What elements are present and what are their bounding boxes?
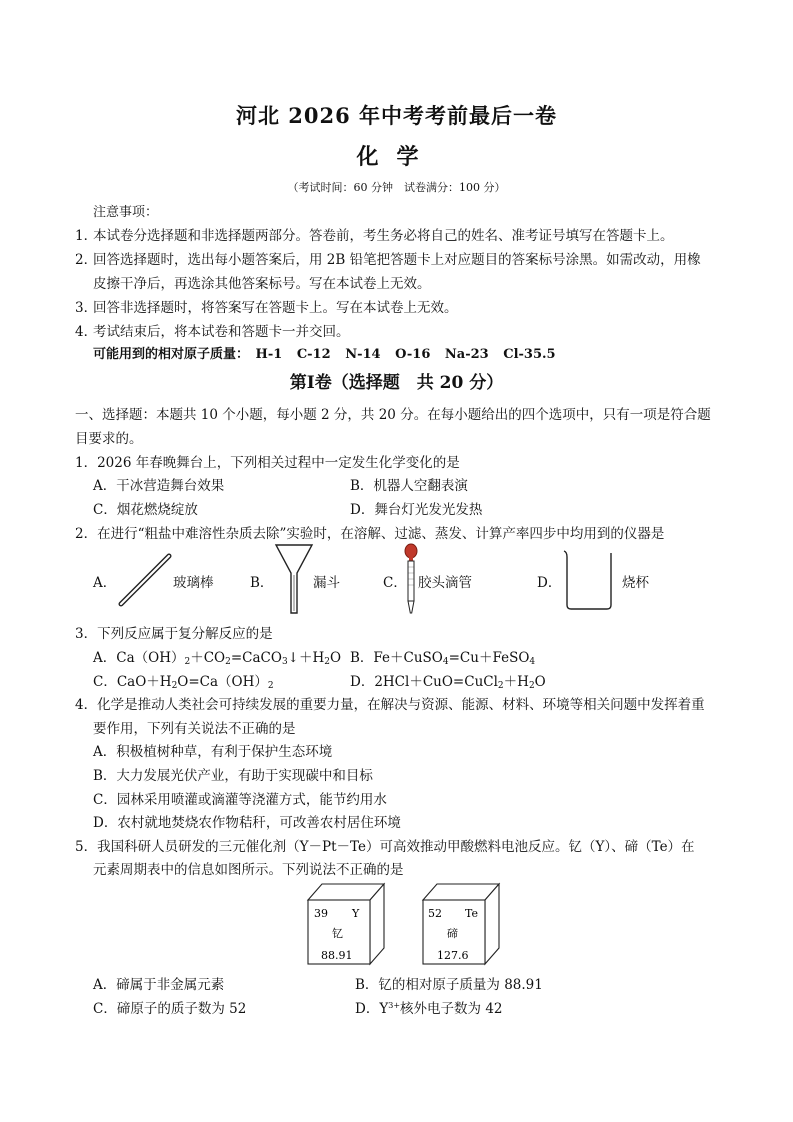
notes-heading: 注意事项： bbox=[93, 205, 159, 220]
q2-option-b-letter: B． bbox=[250, 575, 274, 591]
beaker-icon bbox=[562, 549, 616, 611]
subject-title: 化学 bbox=[356, 144, 437, 170]
glass-rod-icon bbox=[115, 550, 175, 610]
question-5-stem: 5．我国科研人员研发的三元催化剂（Y－Pt－Te）可高效推动甲酸燃料电池反应。钇（Y）、碲（Te）在 bbox=[75, 839, 695, 855]
tellurium-number: 52 bbox=[428, 907, 442, 920]
yttrium-number: 39 bbox=[314, 907, 328, 920]
q3-option-c: C．$CaO+H_2O=Ca(OH)_2$ bbox=[93, 674, 274, 691]
yttrium-mass: 88.91 bbox=[321, 949, 353, 962]
q2-option-a-letter: A． bbox=[93, 575, 117, 591]
funnel-icon bbox=[274, 543, 314, 615]
question-4-stem-cont: 要作用，下列有关说法不正确的是 bbox=[93, 721, 296, 737]
note-item-2: 2．回答选择题时，选出每小题答案后，用 2B 铅笔把答题卡上对应题目的答案标号涂黑。如需改动，用橡 bbox=[75, 252, 701, 268]
q5-option-d: D．$Y^{3+}$核外电子数为 42 bbox=[355, 1001, 503, 1017]
q5-option-b: B．钇的相对原子质量为 88.91 bbox=[355, 977, 543, 993]
note-item-3: 3．回答非选择题时，将答案写在答题卡上。写在本试卷上无效。 bbox=[75, 300, 458, 316]
element-tile-yttrium bbox=[306, 882, 386, 966]
yttrium-name: 钇 bbox=[332, 927, 343, 940]
section-instruction: 一、选择题：本题共 10 个小题，每小题 2 分，共 20 分。在每小题给出的四个选项中，只有一项是符合题 bbox=[75, 407, 711, 423]
section-title: 第Ⅰ卷（选择题 共 20 分） bbox=[289, 373, 504, 393]
q2-option-a-label: 玻璃棒 bbox=[173, 575, 214, 591]
q3-option-a: A．$Ca(OH)_2+CO_2=CaCO_3↓+H_2O$ bbox=[93, 650, 342, 667]
question-5-stem-cont: 元素周期表中的信息如图所示。下列说法不正确的是 bbox=[93, 862, 404, 878]
exam-meta: （考试时间：60 分钟 试卷满分：100 分） bbox=[287, 181, 506, 194]
q1-option-c: C．烟花燃烧绽放 bbox=[93, 502, 198, 518]
q1-option-a: A．干冰营造舞台效果 bbox=[93, 478, 225, 494]
question-4-stem: 4．化学是推动人类社会可持续发展的重要力量，在解决与资源、能源、材料、环境等相关问题中发挥着重 bbox=[75, 697, 705, 713]
q2-option-c-letter: C． bbox=[383, 575, 407, 591]
q3-option-b: B．Fe＋CuSO$_4$=Cu＋FeSO$_4$ bbox=[350, 650, 536, 667]
q4-option-c: C．园林采用喷灌或滴灌等浇灌方式，能节约用水 bbox=[93, 792, 387, 808]
question-3-stem: 3．下列反应属于复分解反应的是 bbox=[75, 626, 273, 642]
q5-option-a: A．碲属于非金属元素 bbox=[93, 977, 225, 993]
question-2-stem: 2．在进行“粗盐中难溶性杂质去除”实验时，在溶解、过滤、蒸发、计算产率四步中均用到的仪器是 bbox=[75, 526, 665, 542]
atomic-masses: 可能用到的相对原子质量： H-1 C-12 N-14 O-16 Na-23 Cl-35.5 bbox=[93, 347, 556, 362]
q4-option-b: B．大力发展光伏产业，有助于实现碳中和目标 bbox=[93, 768, 373, 784]
q2-option-d-letter: D． bbox=[537, 575, 562, 591]
note-item-4: 4．考试结束后，将本试卷和答题卡一并交回。 bbox=[75, 324, 350, 340]
yttrium-symbol: Y bbox=[352, 907, 360, 920]
tellurium-symbol: Te bbox=[465, 907, 478, 920]
q2-option-d-label: 烧杯 bbox=[622, 575, 649, 591]
section-instruction-cont: 目要求的。 bbox=[75, 431, 143, 447]
q4-option-d: D．农村就地焚烧农作物秸秆，可改善农村居住环境 bbox=[93, 815, 401, 831]
q1-option-b: B．机器人空翻表演 bbox=[350, 478, 468, 494]
exam-title: 河北 2026 年中考考前最后一卷 bbox=[235, 103, 558, 128]
q5-option-c: C．碲原子的质子数为 52 bbox=[93, 1001, 247, 1017]
question-1-stem: 1．2026 年春晚舞台上，下列相关过程中一定发生化学变化的是 bbox=[75, 455, 460, 471]
q4-option-a: A．积极植树种草，有利于保护生态环境 bbox=[93, 744, 333, 760]
q3-option-d: D．$2HCl+CuO=CuCl_2+H_2O$ bbox=[350, 674, 546, 691]
tellurium-mass: 127.6 bbox=[437, 949, 469, 962]
q1-option-d: D．舞台灯光发光发热 bbox=[350, 502, 483, 518]
q2-option-b-label: 漏斗 bbox=[313, 575, 340, 591]
tellurium-name: 碲 bbox=[447, 927, 458, 940]
note-item-2-cont: 皮擦干净后，再选涂其他答案标号。写在本试卷上无效。 bbox=[93, 276, 431, 292]
element-tile-tellurium bbox=[421, 882, 501, 966]
note-item-1: 1．本试卷分选择题和非选择题两部分。答卷前，考生务必将自己的姓名、准考证号填写在答题卡上。 bbox=[75, 228, 674, 244]
q2-option-c-label: 胶头滴管 bbox=[418, 575, 472, 591]
